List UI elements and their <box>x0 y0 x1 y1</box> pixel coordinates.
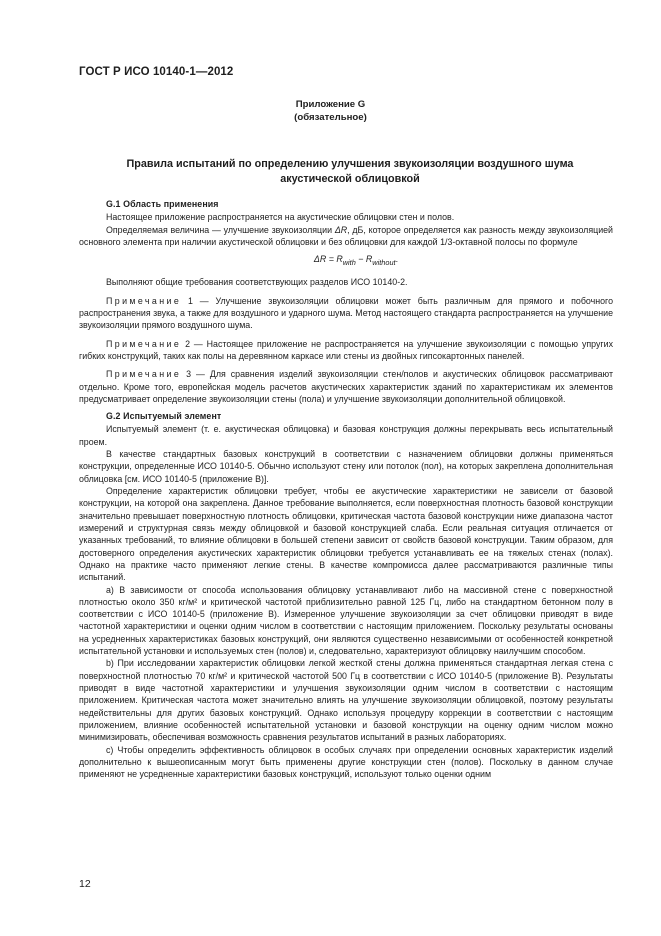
paragraph-definition <box>79 224 613 249</box>
note-3-label: Примечание <box>106 369 182 380</box>
annex-title-line-1: Правила испытаний по определению улучшения звукоизоляции воздушного шума <box>126 158 574 170</box>
list-item-b: b) При исследовании характеристик облицовки легкой жесткой стены должна применяться стандартная легкая стена с поверхностной плотностью 70 кг/м² и критической частотой 500 Гц в соответствии с ИСО 10140-5 (приложение В). Результаты приводят в виде частотной характеристики и улучшения звукоизоляции одним числом в соответствии с настоящим приложением. Критическая частота может значительно влиять на улучшение звукоизоляции облицовкой, поэтому результаты недействительны для других базовых конструкций. Однако используя процедуру коррекции в соответствии с настоящим приложением, влияние особенностей испытательной установки и базовой конструкции на оценку одним числом можно минимизировать, обеспечивая возможность сравнения результатов испытаний в разных лабораториях. <box>79 658 613 743</box>
formula-sub-with: with <box>342 258 356 268</box>
definition-suffix: , дБ, которое определяется как разность между звукоизоляцией основного элемента при наличии акустической облицовки и без облицовки для каждой 1/3-октавной полосы по формуле <box>79 224 613 247</box>
note-1-text: 1 — Улучшение звукоизоляции облицовки может быть различным для прямого и побочного распространения звука, а также для воздушного и ударного шума. Метод настоящего стандарта распространяется на улучшение звукоизоляции прямого воздушного шума. <box>79 295 613 331</box>
delta-r-symbol: ΔR <box>334 224 348 235</box>
formula-minus: − R <box>355 254 373 265</box>
section-heading-g2: G.2 Испытуемый элемент <box>106 411 222 422</box>
note-3-text: 3 — Для сравнения изделий звукоизоляции стен/полов и акустических облицовок рассматривают отдельно. Кроме того, европейская модель расчетов акустических характеристик зданий по характеристикам их элементов предусматривает определение звукоизоляции стены (пола) и улучшение звукоизоляции дополнительной облицовкой. <box>79 369 613 404</box>
list-item-c: c) Чтобы определить эффективность облицовок в особых случаях при определении основных характеристик изделий дополнительно к вышеописанным могут быть применены другие конструкции стен (полов). Поскольку в данном случае применяют не усредненные характеристики базовых конструкций, используют только оценки одним <box>79 744 613 780</box>
paragraph-standard-constructions: В качестве стандартных базовых конструкций в соответствии с назначением облицовки должны применяться конструкции, определенные ИСО 10140-5. Обычно используют стену или потолок (пол), на которых закреплена дополнительная облицовка [см. ИСО 10140-5 (приложение В)]. <box>79 449 613 484</box>
paragraph-scope: Настоящее приложение распространяется на акустические облицовки стен и полов. <box>106 212 455 223</box>
paragraph-characteristics: Определение характеристик облицовки требует, чтобы ее акустические характеристики не зависели от базовой конструкции, на которой она закреплена. Данное требование выполняется, если поверхностная плотность базовой конструкции значительно превышает поверхностную плотность облицовки, критическая частота базовой конструкции ниже диапазона частот измерений и структурная связь между облицовкой и базовой конструкцией слаба. Если реальная ситуация отличается от указанных требований, то влияние облицовки в большей степени зависит от свойств базовой конструкции. Таким образом, для достоверного определения акустических характеристик облицовки требуется устанавливать ее на тяжелых стенах (полах). Однако на практике часто применяют легкие стены. В качестве компромисса далее рассматриваются различные типы испытаний. <box>79 486 613 583</box>
section-heading-g1: G.1 Область применения <box>106 199 219 209</box>
document-body <box>79 198 613 781</box>
annex-label: Приложение G <box>295 99 366 110</box>
definition-prefix: Определяемая величина — улучшение звукоизоляции <box>106 224 335 235</box>
annex-block <box>0 98 661 124</box>
note-2 <box>79 338 613 363</box>
formula-lhs: ΔR = R <box>313 254 343 265</box>
formula-end: . <box>395 254 399 265</box>
annex-title <box>100 157 600 187</box>
running-header: ГОСТ Р ИСО 10140-1—2012 <box>79 66 234 78</box>
annex-status: (обязательное) <box>294 112 367 123</box>
formula-sub-without: without <box>372 258 396 268</box>
page-number: 12 <box>79 878 91 890</box>
annex-title-line-2: акустической облицовкой <box>280 173 420 185</box>
note-1 <box>79 295 613 332</box>
paragraph-general-requirements: Выполняют общие требования соответствующих разделов ИСО 10140-2. <box>106 277 408 288</box>
formula <box>79 253 613 269</box>
note-2-label: Примечание <box>106 338 182 349</box>
note-3 <box>79 368 613 405</box>
note-2-text: 2 — Настоящее приложение не распространяется на улучшение звукоизоляции с помощью упругих гибких конструкций, таких как полы на деревянном каркасе или стены из двойных гипсокартонных панелей. <box>79 338 613 361</box>
note-1-label: Примечание <box>106 295 182 306</box>
list-item-a: a) В зависимости от способа использования облицовку устанавливают либо на массивной стене с поверхностной плотностью около 350 кг/м² и критической частотой приблизительно равной 125 Гц, либо на стандартном бетонном полу в соответствии с ИСО 10140-5 (приложение В). Измеренное улучшение звукоизоляции за счет облицовки приводят в виде частотной характеристики и оценки одним числом в соответствии с настоящим приложением. Поскольку результаты основаны на усредненных характеристиках базовых конструкций, они являются существенно независимыми от особенностей конкретной испытательной установки и используемых стен (полов) и, следовательно, характеризуют облицовку наилучшим способом. <box>79 584 613 657</box>
paragraph-test-element: Испытуемый элемент (т. е. акустическая облицовка) и базовая конструкция должны перекрывать весь испытательный проем. <box>79 424 613 447</box>
